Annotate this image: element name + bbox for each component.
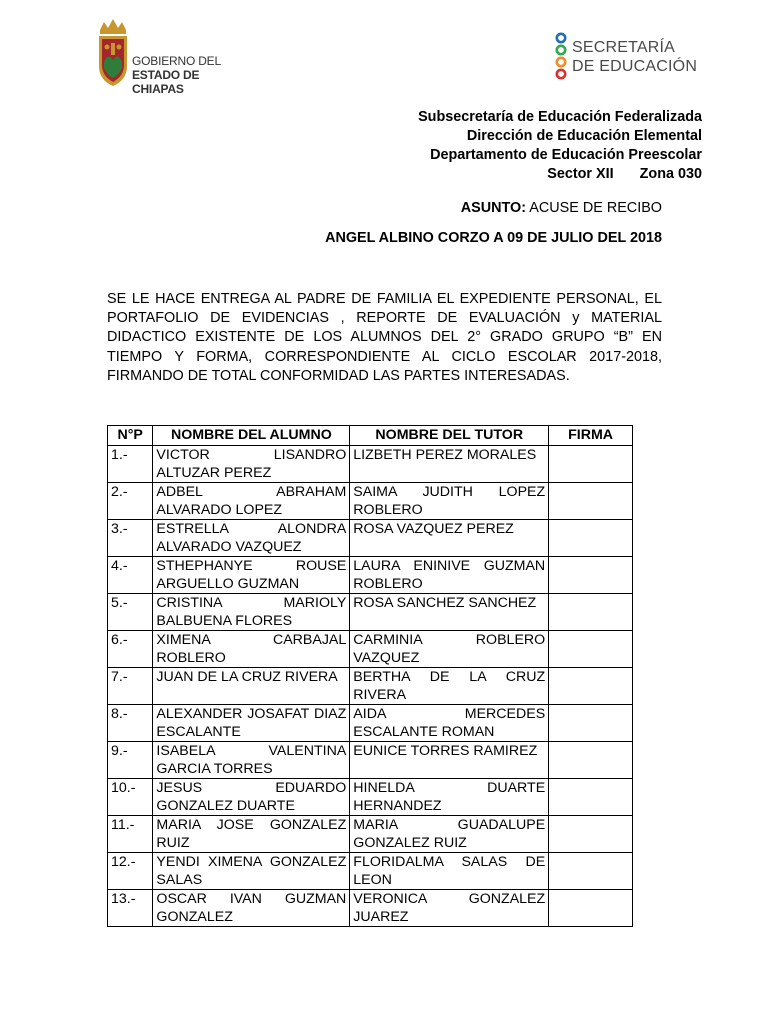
table-header-row — [108, 426, 633, 446]
tutor-name: CARMINIA ROBLERO VAZQUEZ — [350, 631, 549, 668]
letter-header — [418, 108, 702, 184]
student-name: YENDI XIMENA GONZALEZ SALAS — [153, 853, 350, 890]
student-name: VICTOR LISANDRO ALTUZAR PEREZ — [153, 446, 350, 483]
row-number: 1.- — [108, 446, 153, 483]
tutor-name: MARIA GUADALUPE GONZALEZ RUIZ — [350, 816, 549, 853]
row-number: 6.- — [108, 631, 153, 668]
asunto-line — [461, 200, 662, 216]
row-number: 3.- — [108, 520, 153, 557]
table-row — [108, 483, 633, 520]
signature-cell — [549, 890, 633, 927]
row-number: 4.- — [108, 557, 153, 594]
student-name: ALEXANDER JOSAFAT DIAZ ESCALANTE — [153, 705, 350, 742]
student-name: ESTRELLA ALONDRA ALVARADO VAZQUEZ — [153, 520, 350, 557]
tutor-name: LIZBETH PEREZ MORALES — [350, 446, 549, 483]
row-number: 9.- — [108, 742, 153, 779]
header-zona: Zona 030 — [639, 166, 702, 182]
student-name: STHEPHANYE ROUSE ARGUELLO GUZMAN — [153, 557, 350, 594]
tutor-name: SAIMA JUDITH LOPEZ ROBLERO — [350, 483, 549, 520]
gobierno-line1: GOBIERNO DEL — [132, 54, 221, 68]
tutor-name: HINELDA DUARTE HERNANDEZ — [350, 779, 549, 816]
table-row — [108, 594, 633, 631]
tutor-name: LAURA ENINIVE GUZMAN ROBLERO — [350, 557, 549, 594]
students-table — [107, 425, 633, 927]
student-name: OSCAR IVAN GUZMAN GONZALEZ — [153, 890, 350, 927]
table-row — [108, 742, 633, 779]
row-number: 10.- — [108, 779, 153, 816]
secretaria-line1: SECRETARÍA — [572, 39, 676, 56]
table-row — [108, 446, 633, 483]
gobierno-logo-text — [132, 54, 246, 96]
student-name: ADBEL ABRAHAM ALVARADO LOPEZ — [153, 483, 350, 520]
row-number: 11.- — [108, 816, 153, 853]
header-sector-zona — [418, 165, 702, 184]
signature-cell — [549, 853, 633, 890]
signature-cell — [549, 779, 633, 816]
header-subsecretaria: Subsecretaría de Educación Federalizada — [418, 109, 702, 125]
header-departamento: Departamento de Educación Preescolar — [430, 147, 702, 163]
table-row — [108, 890, 633, 927]
row-number: 12.- — [108, 853, 153, 890]
tutor-name: ROSA SANCHEZ SANCHEZ — [350, 594, 549, 631]
signature-cell — [549, 520, 633, 557]
asunto-value: ACUSE DE RECIBO — [529, 200, 662, 216]
student-name: MARIA JOSE GONZALEZ RUIZ — [153, 816, 350, 853]
table-row — [108, 557, 633, 594]
student-name: CRISTINA MARIOLY BALBUENA FLORES — [153, 594, 350, 631]
tutor-name: AIDA MERCEDES ESCALANTE ROMAN — [350, 705, 549, 742]
place-date-line: ANGEL ALBINO CORZO A 09 DE JULIO DEL 2018 — [325, 230, 662, 246]
header-alumno: NOMBRE DEL ALUMNO — [153, 426, 350, 446]
body-paragraph: SE LE HACE ENTREGA AL PADRE DE FAMILIA EL EXPEDIENTE PERSONAL, EL PORTAFOLIO DE EVIDENCIAS , REPORTE DE EVALUACIÓN y MATERIAL DIDACTICO EXISTENTE DE LOS ALUMNOS DEL 2° GRADO GRUPO “B” EN TIEMPO Y FORMA, CORRESPONDIENTE AL CICLO ESCOLAR 2017-2018, FIRMANDO DE TOTAL CONFORMIDAD LAS PARTES INTERESADAS. — [107, 291, 662, 384]
chiapas-crest-icon — [96, 16, 130, 88]
signature-cell — [549, 594, 633, 631]
secretaria-line2: DE EDUCACIÓN — [572, 58, 698, 75]
gobierno-line2: ESTADO DE CHIAPAS — [132, 68, 200, 96]
table-body — [108, 446, 633, 927]
signature-cell — [549, 446, 633, 483]
student-name: ISABELA VALENTINA GARCIA TORRES — [153, 742, 350, 779]
secretaria-logo-text — [572, 38, 697, 76]
table-row — [108, 779, 633, 816]
header-direccion: Dirección de Educación Elemental — [466, 128, 702, 144]
row-number: 2.- — [108, 483, 153, 520]
secretaria-rings-icon — [554, 32, 568, 80]
signature-cell — [549, 668, 633, 705]
table-row — [108, 816, 633, 853]
header-firma: FIRMA — [549, 426, 633, 446]
tutor-name: VERONICA GONZALEZ JUAREZ — [350, 890, 549, 927]
table-row — [108, 668, 633, 705]
header-sector: Sector XII — [547, 166, 614, 182]
row-number: 13.- — [108, 890, 153, 927]
signature-cell — [549, 557, 633, 594]
tutor-name: EUNICE TORRES RAMIREZ — [350, 742, 549, 779]
table-row — [108, 520, 633, 557]
row-number: 8.- — [108, 705, 153, 742]
asunto-label: ASUNTO: — [460, 200, 527, 216]
signature-cell — [549, 816, 633, 853]
header-np: N°P — [108, 426, 153, 446]
tutor-name: BERTHA DE LA CRUZ RIVERA — [350, 668, 549, 705]
signature-cell — [549, 483, 633, 520]
table-row — [108, 631, 633, 668]
student-name: JUAN DE LA CRUZ RIVERA — [153, 668, 350, 705]
tutor-name: ROSA VAZQUEZ PEREZ — [350, 520, 549, 557]
row-number: 5.- — [108, 594, 153, 631]
gobierno-chiapas-logo — [96, 16, 246, 96]
signature-cell — [549, 742, 633, 779]
secretaria-educacion-logo — [554, 32, 704, 80]
header-tutor: NOMBRE DEL TUTOR — [350, 426, 549, 446]
signature-cell — [549, 631, 633, 668]
signature-cell — [549, 705, 633, 742]
student-name: JESUS EDUARDO GONZALEZ DUARTE — [153, 779, 350, 816]
table-row — [108, 705, 633, 742]
student-name: XIMENA CARBAJAL ROBLERO — [153, 631, 350, 668]
table-row — [108, 853, 633, 890]
tutor-name: FLORIDALMA SALAS DE LEON — [350, 853, 549, 890]
row-number: 7.- — [108, 668, 153, 705]
